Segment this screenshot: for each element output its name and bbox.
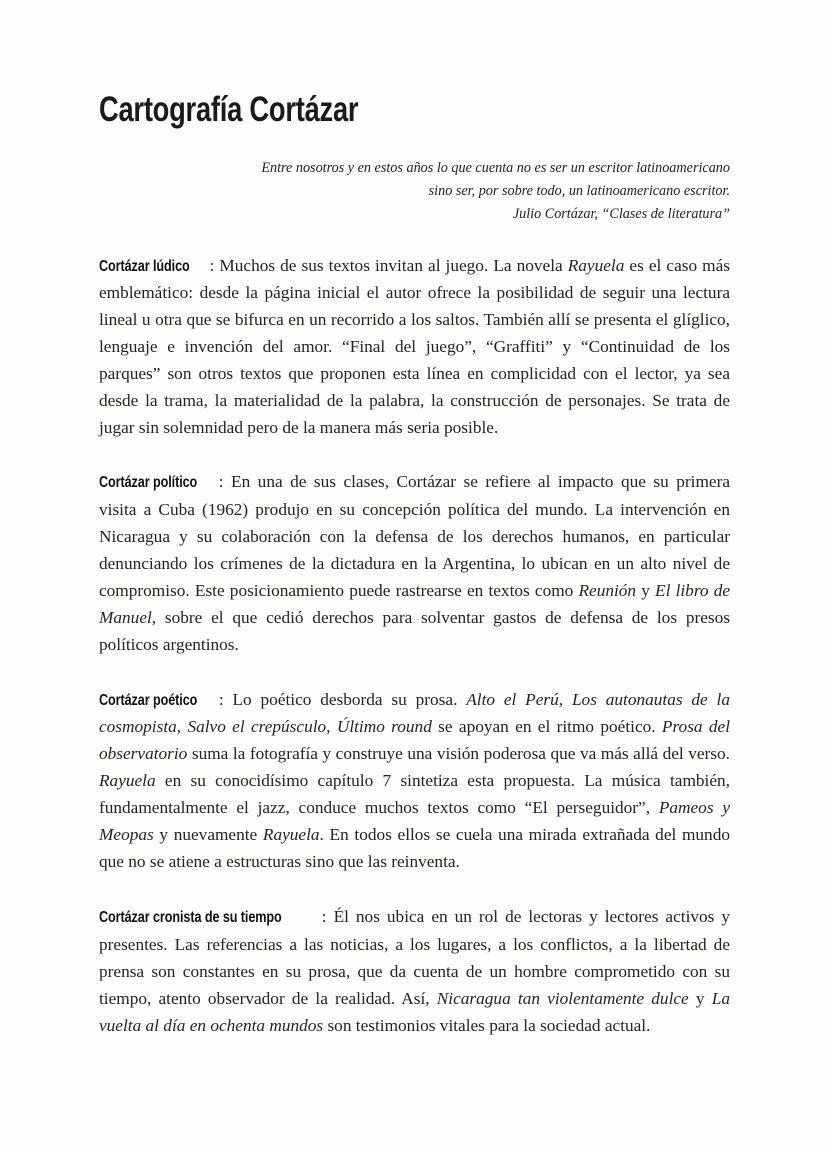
- section-lead-in-separator: :: [218, 689, 233, 709]
- body-text-run: , sobre el que cedió derechos para solventar gastos de defensa de los presos políticos argentinos.: [99, 607, 730, 654]
- paragraph-runs: [99, 690, 730, 871]
- body-text-run: ,: [558, 689, 572, 709]
- section-lead-in-separator: :: [218, 472, 232, 492]
- body-text-run: ,: [326, 717, 337, 737]
- work-title: Rayuela: [99, 771, 156, 791]
- section-lead-in-separator: :: [321, 907, 334, 927]
- body-text-run: es el caso más emblemático: desde la página inicial el autor ofrece la posibilidad de seguir una lectura lineal u otra que se bifurca en un recorrido a los saltos. También allí se presenta el glíglico, lenguaje e invención del amor. “Final del juego”, “Graffiti” y “Continuidad de los parques” son otros textos que proponen esta línea en complicidad con el lector, ya sea desde la trama, la materialidad de la palabra, la construcción de personajes. Se trata de jugar sin solemnidad pero de la manera más seria posible.: [99, 256, 730, 438]
- section-lead-in-label: [99, 692, 219, 709]
- work-title: Reunión: [578, 580, 637, 600]
- body-text-run: y: [688, 988, 712, 1008]
- work-title: Prosa del observatorio: [99, 717, 731, 764]
- paragraph-body: [99, 903, 730, 1038]
- paragraph-body: [99, 686, 730, 875]
- section-lead-in-text: Cortázar lúdico: [99, 258, 190, 275]
- section-lead-in-text: Cortázar cronista de su tiempo: [99, 909, 282, 927]
- paragraph-body: [99, 252, 730, 441]
- epigraph-line-2: sino ser, por sobre todo, un latinoamericano escritor.: [428, 183, 730, 199]
- work-title: La vuelta al día en ochenta mundos: [99, 988, 731, 1035]
- body-text-run: en su conocidísimo capítulo 7 sintetiza esta propuesta. La música también, fundamentalmente el jazz, conduce muchos textos como “El perseguidor”,: [99, 771, 730, 818]
- epigraph-attribution: Julio Cortázar, “Clases de literatura”: [512, 206, 730, 222]
- body-text-run: . En todos ellos se cuela una mirada extrañada del mundo que no se atiene a estructuras sino que las reinventa.: [99, 825, 730, 872]
- body-text-run: y nuevamente: [153, 825, 263, 845]
- section-lead-in-label: [99, 909, 322, 926]
- work-title: Nicaragua tan violentamente dulce: [436, 988, 689, 1008]
- body-text-run: suma la fotografía y construye una visión poderosa que va más allá del verso.: [187, 744, 730, 764]
- work-title: Rayuela: [567, 256, 625, 275]
- section-cortazar-cronista: [99, 875, 730, 1038]
- work-title: Pameos y Meopas: [99, 798, 730, 845]
- body-text-run: En una de sus clases, Cortázar se refiere al impacto que su primera visita a Cuba (1962) produjo en su concepción política del mundo. La intervención en Nicaragua y su colaboración con la defensa de los derechos humanos, en particular denunciando los crímenes de la dictadura en la Argentina, lo ubican en un alto nivel de compromiso. Este posicionamiento puede rastrearse en textos como: [99, 472, 730, 600]
- work-title: Rayuela: [262, 825, 320, 845]
- section-lead-in-label: [99, 474, 219, 491]
- work-title: El libro de Manuel: [99, 580, 731, 627]
- page-content-column: [99, 0, 730, 1039]
- page-title: Cartografía Cortázar: [99, 90, 359, 129]
- paragraph-body: [99, 468, 730, 657]
- epigraph-line-1: Entre nosotros y en estos años lo que cuenta no es ser un escritor latinoamericano: [261, 160, 730, 176]
- work-title: Los autonautas de la cosmopista: [99, 689, 730, 737]
- epigraph-block: [99, 127, 730, 226]
- paragraph-runs: [99, 472, 730, 653]
- body-text-run: se apoyan en el ritmo poético.: [431, 717, 662, 737]
- work-title: Último round: [336, 717, 432, 737]
- body-text-run: Él nos ubica en un rol de lectoras y lectores activos y presentes. Las referencias a las noticias, a los lugares, a los conflictos, a la libertad de prensa son constantes en su prosa, que da cuenta de un hombre comprometido con su tiempo, atento observador de la realidad. Así,: [99, 907, 731, 1008]
- section-lead-in-label: [99, 258, 210, 275]
- section-lead-in-separator: :: [209, 256, 220, 275]
- body-text-run: y: [636, 580, 656, 600]
- work-title: Alto el Perú: [466, 689, 559, 709]
- body-text-run: son testimonios vitales para la sociedad actual.: [323, 1015, 651, 1035]
- section-lead-in-text: Cortázar político: [99, 474, 198, 492]
- body-text-run: Lo poético desborda su prosa.: [232, 689, 467, 709]
- section-cortazar-politico: [99, 441, 730, 657]
- section-lead-in-text: Cortázar poético: [99, 691, 198, 709]
- body-text-run: ,: [176, 717, 188, 737]
- paragraph-runs: [99, 256, 730, 437]
- section-cortazar-poetico: [99, 658, 730, 875]
- body-text-run: Muchos de sus textos invitan al juego. La novela: [219, 256, 568, 275]
- work-title: Salvo el crepúsculo: [187, 717, 327, 737]
- section-cortazar-ludico: [99, 226, 730, 441]
